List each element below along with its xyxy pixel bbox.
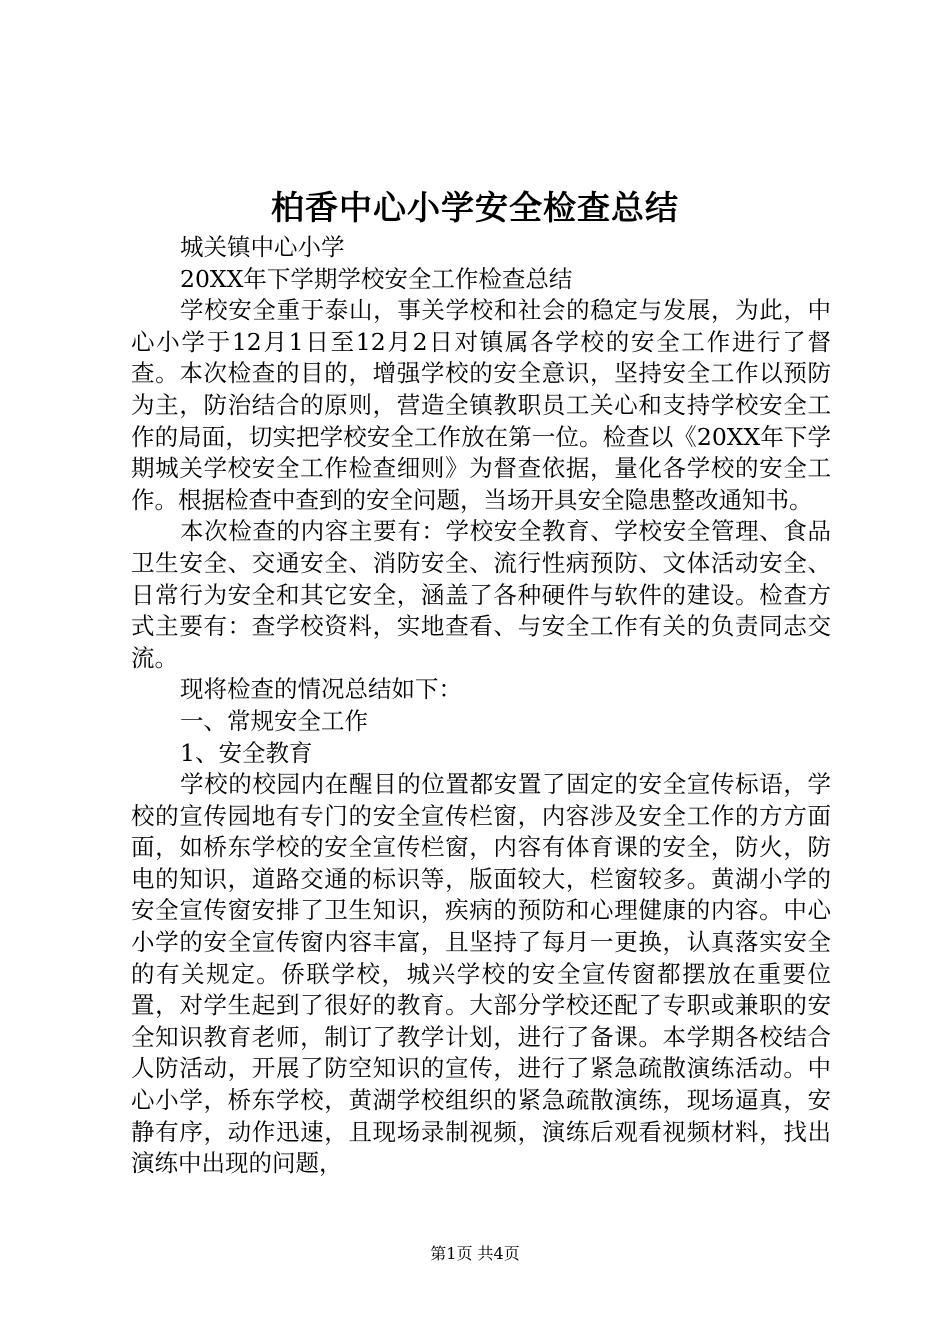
subsection-heading-safety-education: 1、安全教育 (180, 738, 313, 767)
paragraph-school-name: 城关镇中心小学 (180, 233, 345, 261)
paragraph-subtitle: 20XX年下学期学校安全工作检查总结 (180, 264, 573, 293)
page-footer: 第1页 共4页 (430, 1244, 520, 1263)
document-title: 柏香中心小学安全检查总结 (271, 188, 679, 227)
paragraph-summary-lead: 现将检查的情况总结如下： (180, 675, 462, 704)
paragraph-safety-education: 学校的校园内在醒目的位置都安置了固定的安全宣传标语，学校的宣传园地有专门的安全宣传栏窗，内容涉及安全工作的方方面面，如桥东学校的安全宣传栏窗，内容有体育课的安全，防火，防电的知识，道路交通的标识等，版面较大，栏窗较多。黄湖小学的安全宣传窗安排了卫生知识，疾病的预防和心理健康的内容。中心小学的安全宣传窗内容丰富，且坚持了每月一更换，认真落实安全的有关规定。侨联学校，城兴学校的安全宣传窗都摆放在重要位置，对学生起到了很好的教育。大部分学校还配了专职或兼职的安全知识教育老师，制订了教学计划，进行了备课。本学期各校结合人防活动，开展了防空知识的宣传，进行了紧急疏散演练活动。中心小学，桥东学校，黄湖学校组织的紧急疏散演练，现场逼真，安静有序，动作迅速，且现场录制视频，演练后观看视频材料，找出演练中出现的问题， (131, 770, 831, 1178)
paragraph-intro: 学校安全重于泰山，事关学校和社会的稳定与发展，为此，中心小学于12月1日至12月2日对镇属各学校的安全工作进行了督查。本次检查的目的，增强学校的安全意识，坚持安全工作以预防为主，防治结合的原则，营造全镇教职员工关心和支持学校安全工作的局面，切实把学校安全工作放在第一位。检查以《20XX年下学期城关学校安全工作检查细则》为督查依据，量化各学校的安全工作。根据检查中查到的安全问题，当场开具安全隐患整改通知书。 (131, 296, 831, 514)
document-body (131, 232, 831, 1180)
section-heading-routine-safety: 一、常规安全工作 (180, 706, 368, 735)
paragraph-inspection-content: 本次检查的内容主要有：学校安全教育、学校安全管理、食品卫生安全、交通安全、消防安全、流行性病预防、文体活动安全、日常行为安全和其它安全，涵盖了各种硬件与软件的建设。检查方式主要有：查学校资料，实地查看、与安全工作有关的负责同志交流。 (131, 517, 831, 672)
